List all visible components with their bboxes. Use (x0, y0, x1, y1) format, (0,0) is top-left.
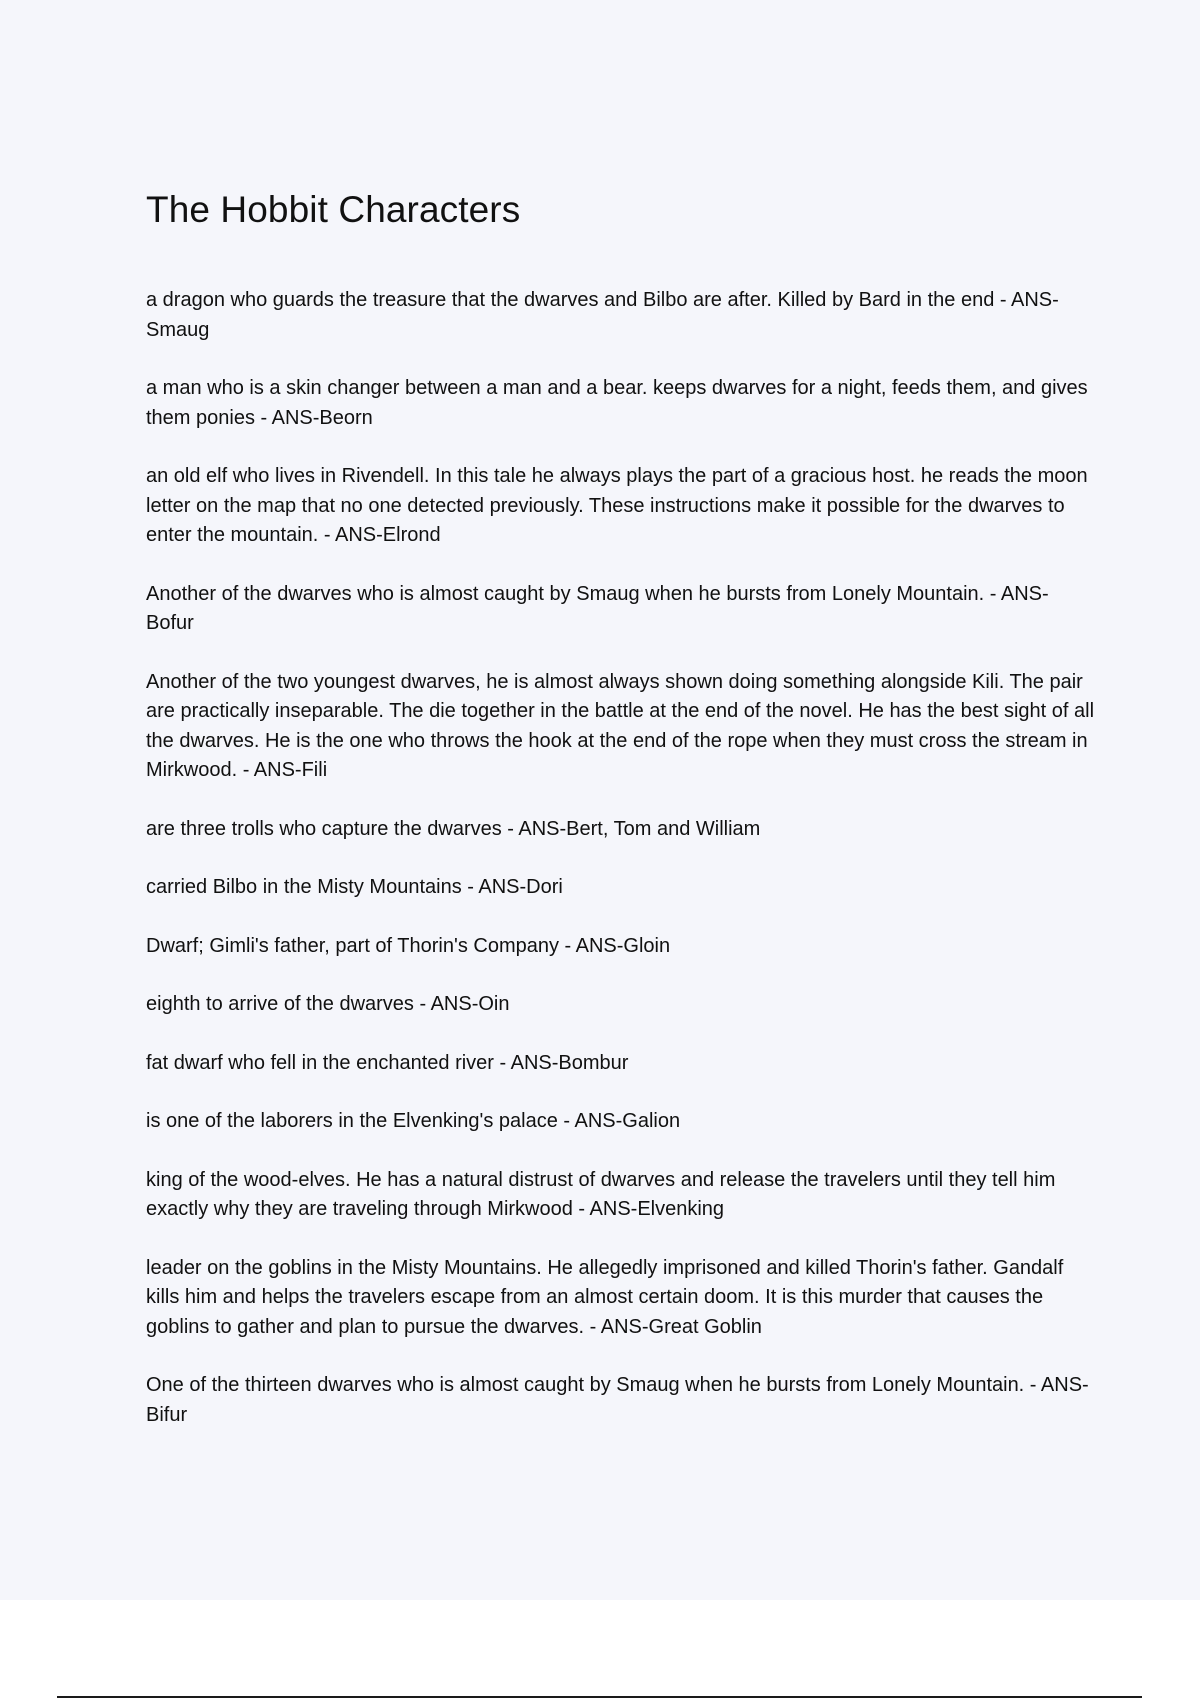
entry-trolls: are three trolls who capture the dwarves - ANS-Bert, Tom and William (146, 817, 761, 840)
entry-gloin: Dwarf; Gimli's father, part of Thorin's Company - ANS-Gloin (146, 934, 671, 957)
entry-oin: eighth to arrive of the dwarves - ANS-Oin (146, 993, 510, 1015)
entry-bombur: fat dwarf who fell in the enchanted river - ANS-Bombur (146, 1051, 629, 1074)
entry-elvenking: king of the wood-elves. He has a natural distrust of dwarves and release the travelers until they tell him exactly why they are traveling through Mirkwood - ANS-Elvenking (146, 1168, 1056, 1220)
entry-great-goblin: leader on the goblins in the Misty Mountains. He allegedly imprisoned and killed Thorin's father. Gandalf kills him and helps the travelers escape from an almost certain doom. It is this murder that causes the goblins to gather and plan to pursue the dwarves. - ANS-Great Goblin (146, 1256, 1064, 1338)
footer-divider (57, 1696, 1142, 1698)
entry-galion: is one of the laborers in the Elvenking's palace - ANS-Galion (146, 1110, 681, 1132)
entry-smaug: a dragon who guards the treasure that the dwarves and Bilbo are after. Killed by Bard in the end - ANS-Smaug (146, 289, 1059, 341)
entry-beorn: a man who is a skin changer between a man and a bear. keeps dwarves for a night, feeds them, and gives them ponies - ANS-Beorn (146, 377, 1088, 429)
document-body (146, 180, 1096, 1459)
entry-bofur: Another of the dwarves who is almost caught by Smaug when he bursts from Lonely Mountain. - ANS-Bofur (146, 582, 1049, 634)
entry-elrond: an old elf who lives in Rivendell. In this tale he always plays the part of a gracious host. he reads the moon letter on the map that no one detected previously. These instructions make it possible for the dwarves to enter the mountain. - ANS-Elrond (146, 465, 1088, 546)
entry-bifur: One of the thirteen dwarves who is almost caught by Smaug when he bursts from Lonely Mountain. - ANS-Bifur (146, 1374, 1089, 1426)
page-title: The Hobbit Characters (146, 189, 521, 230)
entry-fili: Another of the two youngest dwarves, he is almost always shown doing something alongside Kili. The pair are practically inseparable. The die together in the battle at the end of the novel. He has the best sight of all the dwarves. He is the one who throws the hook at the end of the rope when they must cross the stream in Mirkwood. - ANS-Fili (146, 670, 1095, 781)
entry-dori: carried Bilbo in the Misty Mountains - ANS-Dori (146, 876, 563, 898)
